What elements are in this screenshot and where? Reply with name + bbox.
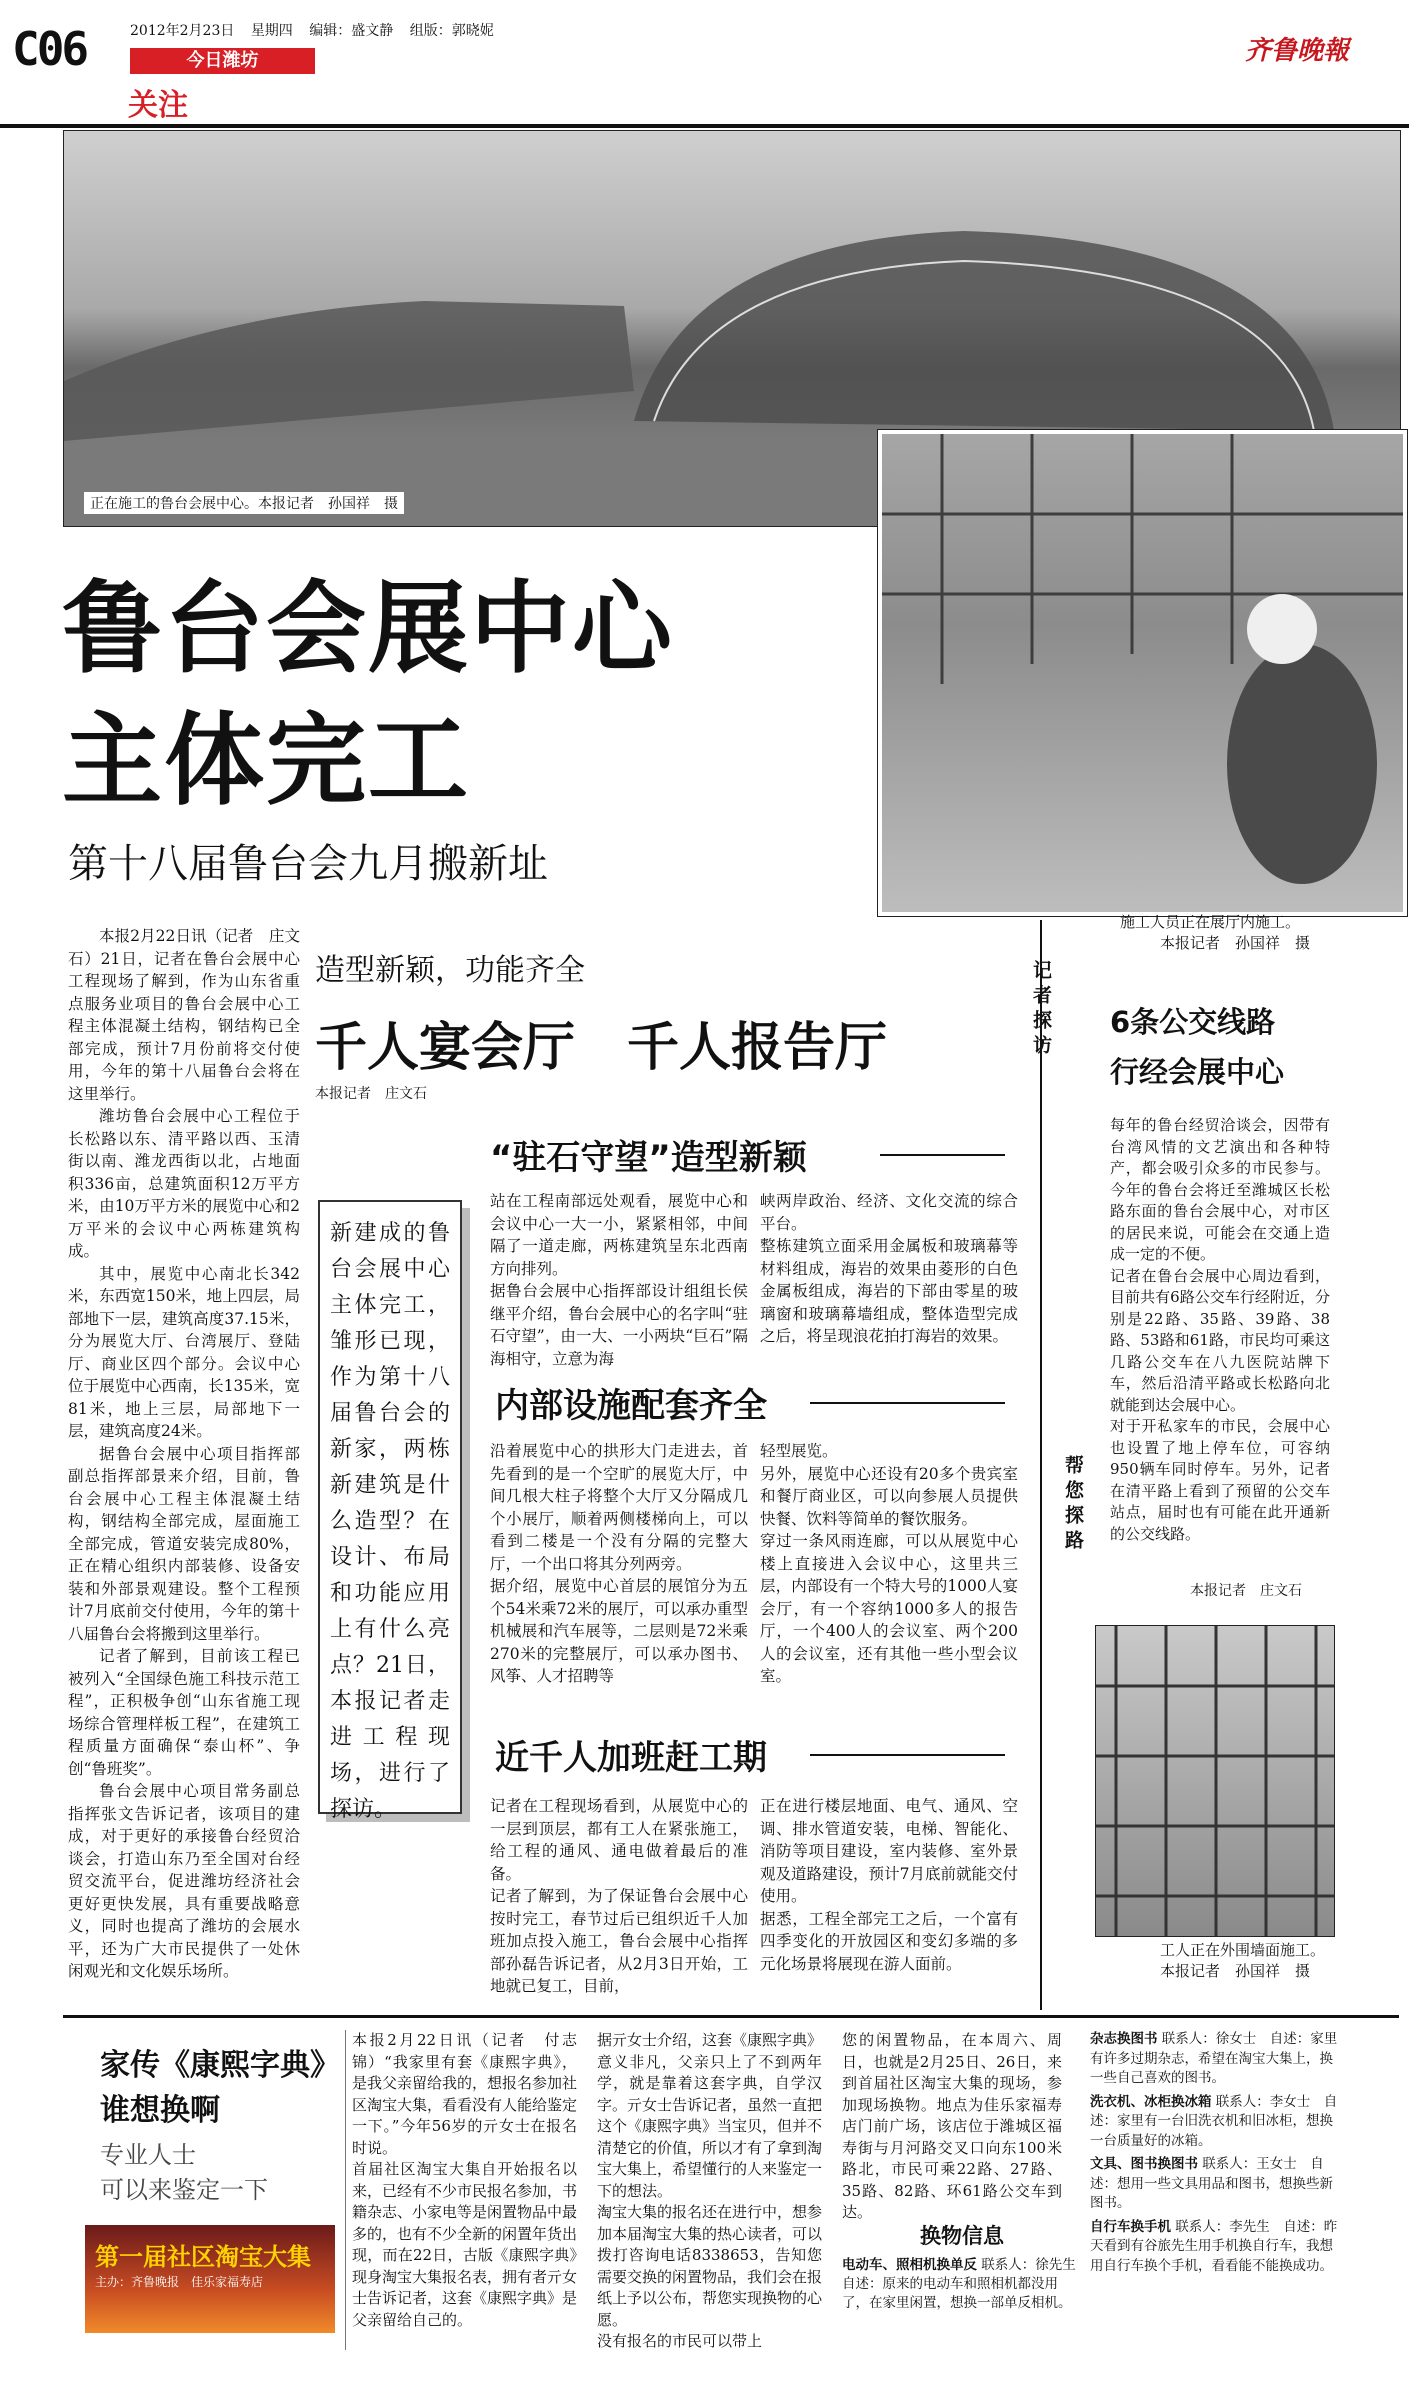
scaffold-caption [1160,1940,1325,1982]
bottom-divider [345,2030,346,2350]
swap-info-title: 换物信息 [920,2224,1004,2248]
interior-caption [1120,912,1310,954]
sidebar-body: 每年的鲁台经贸洽谈会，因带有台湾风情的文艺演出和各种特产，都会吸引众多的市民参与。今年的鲁台会将迁至潍城区长松路东面的鲁台会展中心，对市区的居民来说，可能会在交通上造成一定的不便。 记者在鲁台会展中心周边看到，目前共有6路公交车行经附近，分别是22路、35路、39路、38路、53路和61路，市民均可乘这几路公交车在八九医院站牌下车，然后沿清平路或长松路向北就能到达会展中心。 对于开私家车的市民，会展中心也设置了地上停车位，可容纳950辆车同时停车。另外，记者在清平路上看到了预留的公交车站点，届时也有可能在此开通新的公交线路。 [1110,1116,1330,1543]
page-number: C06 [12,22,87,76]
bottom-title-line2: 谁想换啊 [100,2093,220,2128]
issue-weekday: 星期四 [250,23,293,39]
section-rule [810,1754,1005,1756]
swap-info [842,2220,1090,2313]
pull-quote: 新建成的鲁台会展中心主体完工，雏形已现，作为第十八届鲁台会的新家，两栋新建筑是什么造型？在设计、布局和功能应用上有什么亮点？21日，本报记者走进工程现场，进行了探访。 [330,1221,450,1822]
bottom-rule [63,2015,1399,2018]
sidebar-byline: 本报记者 庄文石 [1190,1583,1302,1599]
swap-item-head: 洗衣机、冰柜换冰箱 [1090,2093,1212,2110]
lead-paragraph: 鲁台会展中心项目常务副总指挥张文告诉记者，该项目的建成，对于更好的承接鲁台经贸洽谈会，打造山东乃至全国对台经贸交流平台，促进潍坊经济社会更好更快发展，具有重要战略意义，同时也提高了潍坊的会展水平，还为广大市民提供了一处休闲观光和文化娱乐场所。 [68,1782,300,1980]
section-rule [810,1402,1005,1404]
feature-title: 千人宴会厅 千人报告厅 [315,1018,888,1078]
section2-col1: 沿着展览中心的拱形大门走进去，首先看到的是一个空旷的展览大厅，中间几根大柱子将整个大厅又分隔成几个小展厅，顺着两侧楼梯向上，可以看到二楼是一个没有分隔的完整大厅，一个出口将其分列两旁。 据介绍，展览中心首层的展馆分为五个54米乘72米的展厅，可以承办重型机械展和汽车展等，二层则是72米乘270米的完整展厅，可以承办图书、风筝、人才招聘等 [490,1442,748,1685]
header-rule [0,124,1409,128]
feature-side-label: 记者探访 [1030,960,1052,1060]
swap-item-text: 联系人：李先生 自述：昨天看到有谷旅先生用手机换自行车，我想用自行车换个手机，看看能不能换成功。 [1090,2218,1338,2274]
section2-col2: 轻型展览。 另外，展览中心还设有20多个贵宾室和餐厅商业区，可以向参展人员提供快餐、饮料等简单的餐饮服务。 穿过一条风雨连廊，可以从展览中心楼上直接进入会议中心，这里共三层，内部设有一个特大号的1000人宴会厅，有一个容纳1000多人的报告厅，一个400人的会议室、两个200人的会议室，还有其他一些小型会议室。 [760,1442,1018,1685]
sidebar-title-line1: 6条公交线路 [1110,1005,1276,1039]
feature-section-heading: “驻石守望”造型新颖 [490,1138,807,1178]
interior-photo [878,430,1407,916]
swap-item-head: 电动车、照相机换单反 [842,2257,977,2273]
issue-date: 2012年2月23日 [130,23,235,39]
feature-section-heading: 内部设施配套齐全 [495,1386,767,1426]
swap-item-head: 杂志换图书 [1090,2031,1158,2047]
lead-paragraph: 潍坊鲁台会展中心工程位于长松路以东、清平路以西、玉清街以南、潍龙西街以北，占地面积336亩，总建筑面积12万平方米，由10万平方米的展览中心和2万平米的会议中心两栋建筑构成。 [68,1107,300,1260]
section1-col2: 峡两岸政治、经济、文化交流的综合平台。 整栋建筑立面采用金属板和玻璃幕等材料组成，海岩的效果由菱形的白色金属板组成，海岩的下部由零星的玻璃窗和玻璃幕墙组成，整体造型完成之后，将呈现浪花拍打海岩的效果。 [760,1192,1018,1345]
lead-paragraph: 本报2月22日讯（记者 庄文石）21日，记者在鲁台会展中心工程现场了解到，作为山东省重点服务业项目的鲁台会展中心工程主体混凝土结构，钢结构已全部完成，预计7月份前将交付使用，今年的第十八届鲁台会将在这里举行。 [68,927,300,1103]
swap-item-text: 联系人：徐女士 自述：家里有许多过期杂志，希望在淘宝大集上，换一些自己喜欢的图书。 [1090,2031,1338,2086]
section3-col1: 记者在工程现场看到，从展览中心的一层到顶层，都有工人在紧张施工，给工程的通风、通电做着最后的准备。 记者了解到，为了保证鲁台会展中心按时完工，春节过后已组织近千人加班加点投入施工，鲁台会展中心指挥部孙磊告诉记者，从2月3日开始，工地就已复工，目前， [490,1797,748,1995]
bottom-sub-line2: 可以来鉴定一下 [100,2176,268,2204]
swap-item-head: 文具、图书换图书 [1090,2156,1198,2172]
banner-subtitle: 主办：齐鲁晚报 佳乐家福寿店 [95,2275,264,2289]
swap-info-more [1090,2030,1340,2276]
scaffold-caption-line1: 工人正在外围墙面施工。 [1160,1941,1326,1959]
swap-item [1090,2155,1340,2214]
header-meta [130,20,494,40]
feature-byline: 本报记者 庄文石 [315,1086,427,1102]
scaffold-photo [1095,1625,1335,1937]
section-rule [880,1154,1005,1156]
interior-caption-line1: 施工人员正在展厅内施工。 [1120,913,1301,931]
layout-credit: 组版：郭晓妮 [409,23,494,39]
swap-item-text: 联系人：徐先生 自述：原来的电动车和照相机都没用了，在家里闲置，想换一部单反相机。 [842,2257,1090,2311]
scaffold-caption-line2: 本报记者 孙国祥 摄 [1160,1962,1311,1980]
lead-paragraph: 记者了解到，目前该工程已被列入“全国绿色施工科技示范工程”，正积极争创“山东省施工现场综合管理样板工程”，在建筑工程质量方面确保“泰山杯”、争创“鲁班奖”。 [68,1647,300,1778]
sidebar-label: 帮您探路 [1062,1455,1084,1555]
lead-paragraph: 其中，展览中心南北长342米，东西宽150米，地上四层，局部地下一层，建筑高度37.15米，分为展览大厅、台湾展厅、登陆厅、商业区四个部分。会议中心位于展览中心西南，长135米，宽81米，地上三层，局部地下一层，建筑高度24米。 [68,1264,300,1440]
headline-line2: 主体完工 [62,702,470,819]
headline-sub: 第十八届鲁台会九月搬新址 [68,841,548,887]
headline-line1: 鲁台会展中心 [62,570,674,687]
main-photo-caption: 正在施工的鲁台会展中心。本报记者 孙国祥 摄 [84,492,404,514]
sidebar-title-line2: 行经会展中心 [1110,1055,1285,1089]
bottom-sub-line1: 专业人士 [100,2141,196,2169]
pull-quote-box [318,1200,462,1822]
feature-kicker: 造型新颖，功能齐全 [315,953,585,988]
bottom-col1: 本报2月22日讯（记者 付志锦）“我家里有套《康熙字典》，是我父亲留给我的，想报名参加社区淘宝大集，看看没有人能给鉴定一下。”今年56岁的亓女士在报名时说。 首届社区淘宝大集自开始报名以来，已经有不少市民报名参加，书籍杂志、小家电等是闲置物品中最多的，也有不少全新的闲置年货出现，而在22日，古版《康熙字典》现身淘宝大集报名表，拥有者亓女士告诉记者，这套《康熙字典》是父亲留给自己的。 [352,2031,578,2329]
swap-item-text: 联系人：李女士 自述：家里有一台旧洗衣机和旧冰柜，想换一台质量好的冰箱。 [1090,2093,1338,2149]
bottom-col3: 您的闲置物品，在本周六、周日，也就是2月25日、26日，来到首届社区淘宝大集的现场，参加现场换物。地点为佳乐家福寿店门前广场，该店位于潍城区福寿街与月河路交叉口向东100米路北，市民可乘22路、27路、35路、82路、环61路公交车到达。 [842,2031,1062,2221]
paper-name: 齐鲁晚報 [1245,36,1350,66]
bottom-col2: 据亓女士介绍，这套《康熙字典》意义非凡，父亲只上了不到两年学，就是靠着这套字典，自学汉字。亓女士告诉记者，虽然一直把这个《康熙字典》当宝贝，但并不清楚它的价值，所以才有了拿到淘宝大集上，希望懂行的人来鉴定一下的想法。 淘宝大集的报名还在进行中，想参加本届淘宝大集的热心读者，可以拨打咨询电话8338653，告知您需要交换的闲置物品，我们会在报纸上予以公布，帮您实现换物的心愿。 没有报名的市民可以带上 [597,2031,823,2350]
interior-caption-line2: 本报记者 孙国祥 摄 [1160,934,1311,952]
swap-item-head: 自行车换手机 [1090,2218,1171,2235]
section3-col2: 正在进行楼层地面、电气、通风、空调、排水管道安装，电梯、智能化、消防等项目建设，室内装修、室外景观及道路建设，预计7月底前就能交付使用。 据悉，工程全部完工之后，一个富有四季变化的开放园区和变幻多端的多元化场景将展现在游人面前。 [760,1797,1018,1973]
lead-paragraph: 据鲁台会展中心项目指挥部副总指挥部景来介绍，目前，鲁台会展中心工程主体混凝土结构，钢结构全部完成，屋面施工全部完成，管道安装完成80%，正在精心组织内部装修、设备安装和外部景观建设。整个工程预计7月底前交付使用，今年的第十八届鲁台会将搬到这里举行。 [68,1444,300,1643]
section1-col1: 站在工程南部远处观看，展览中心和会议中心一大一小，紧紧相邻，中间隔了一道走廊，两栋建筑呈东北西南方向排列。 据鲁台会展中心指挥部设计组组长侯继平介绍，鲁台会展中心的名字叫“驻石守望”，由一大、一小两块“巨石”隔海相守，立意为海 [490,1192,748,1368]
feature-section-heading: 近千人加班赶工期 [495,1738,767,1778]
banner-title: 第一届社区淘宝大集 [95,2243,311,2271]
swap-item [842,2256,1090,2313]
swap-item [1090,2093,1340,2152]
swap-item [1090,2218,1340,2277]
community-market-banner [85,2225,335,2333]
section-title: 关注 [128,88,188,123]
bottom-title-line1: 家传《康熙字典》 [100,2048,340,2083]
section-tag: 今日潍坊 [130,48,315,74]
editor-credit: 编辑：盛文静 [309,23,394,39]
lead-article [68,925,300,1983]
swap-item [1090,2030,1340,2089]
swap-item-text: 联系人：王女士 自述：想用一些文具用品和图书，想换些新图书。 [1090,2156,1333,2211]
